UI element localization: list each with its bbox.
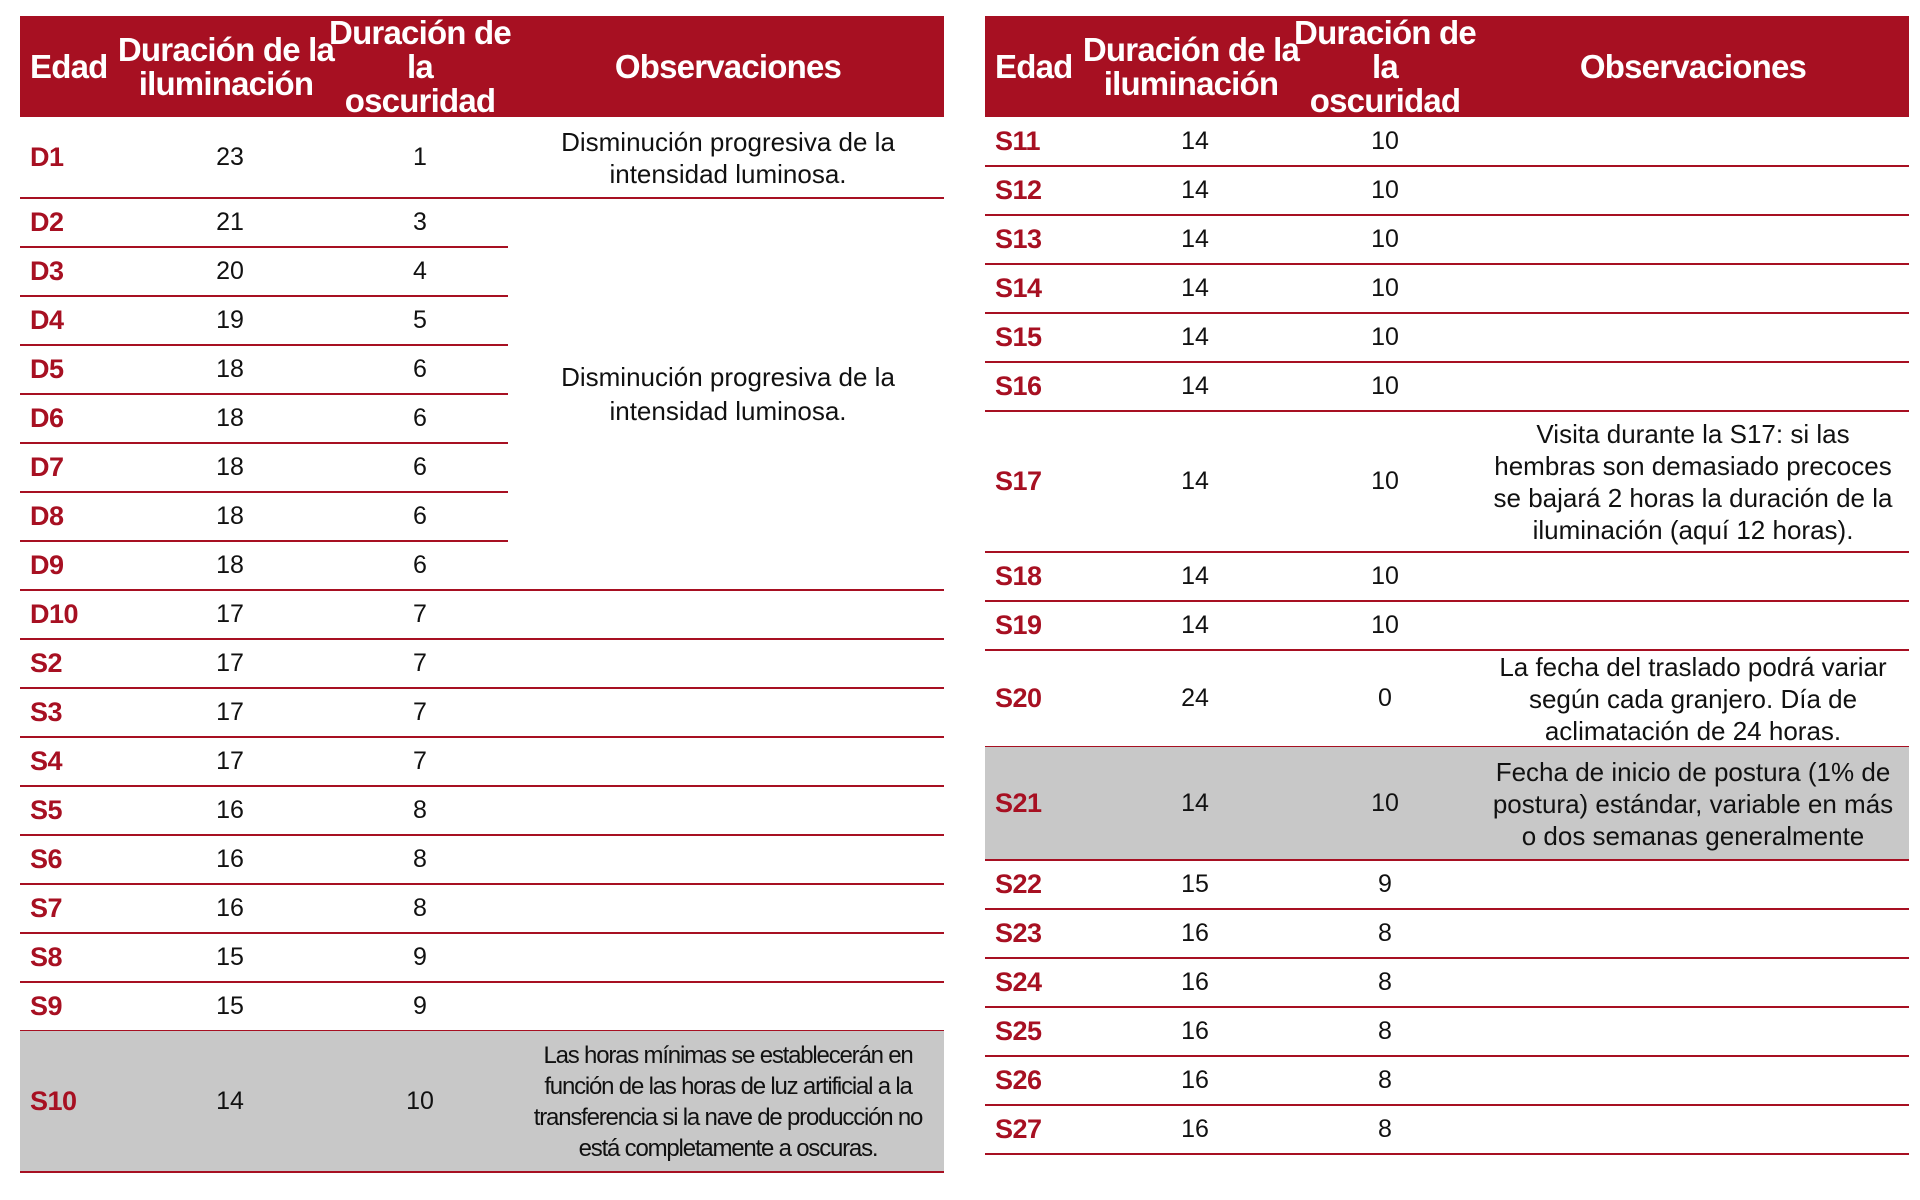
header-age: Edad <box>995 47 1073 85</box>
table-row <box>985 411 1909 552</box>
table-row <box>985 362 1909 411</box>
light-duration: 15 <box>216 943 244 971</box>
age-label: S22 <box>995 869 1042 899</box>
light-duration: 16 <box>1181 968 1209 996</box>
light-duration: 14 <box>1181 176 1209 204</box>
light-duration: 14 <box>1181 225 1209 253</box>
age-label: S17 <box>995 466 1042 496</box>
age-label: S20 <box>995 683 1042 713</box>
table-row <box>20 688 944 737</box>
light-duration: 18 <box>216 551 244 579</box>
table-row <box>985 166 1909 215</box>
dark-duration: 10 <box>1371 789 1399 817</box>
light-duration: 14 <box>1181 467 1209 495</box>
light-duration: 19 <box>216 306 244 334</box>
dark-duration: 7 <box>413 600 427 628</box>
dark-duration: 8 <box>1378 1017 1392 1045</box>
dark-duration: 6 <box>413 502 427 530</box>
light-duration: 18 <box>216 404 244 432</box>
dark-duration: 7 <box>413 747 427 775</box>
age-label: S18 <box>995 561 1042 591</box>
light-duration: 16 <box>1181 1017 1209 1045</box>
age-label: S14 <box>995 273 1042 303</box>
light-duration: 14 <box>1181 611 1209 639</box>
table-row <box>985 601 1909 650</box>
light-duration: 16 <box>1181 919 1209 947</box>
age-label: D8 <box>30 501 64 531</box>
age-label: D9 <box>30 550 64 580</box>
light-duration: 16 <box>1181 1066 1209 1094</box>
dark-duration: 6 <box>413 404 427 432</box>
dark-duration: 9 <box>413 992 427 1020</box>
light-duration: 23 <box>216 143 244 171</box>
light-duration: 18 <box>216 502 244 530</box>
age-label: S8 <box>30 942 63 972</box>
table-row <box>985 958 1909 1007</box>
header-light-duration: Duración de la iluminación <box>117 30 335 102</box>
age-label: S25 <box>995 1016 1042 1046</box>
observation: Disminución progresiva de la intensidad luminosa. <box>561 126 895 189</box>
header-dark-duration: Duración de la oscuridad <box>329 13 511 119</box>
light-duration: 20 <box>216 257 244 285</box>
light-duration: 16 <box>216 796 244 824</box>
light-duration: 17 <box>216 698 244 726</box>
light-duration: 18 <box>216 355 244 383</box>
observation: Visita durante la S17: si las hembras son demasiado precoces se bajará 2 horas la duración de la iluminación (aquí 12 horas). <box>1493 418 1893 545</box>
dark-duration: 7 <box>413 649 427 677</box>
dark-duration: 6 <box>413 551 427 579</box>
table-row <box>985 909 1909 958</box>
age-label: S9 <box>30 991 63 1021</box>
light-duration: 24 <box>1181 684 1209 712</box>
age-label: D5 <box>30 354 64 384</box>
dark-duration: 10 <box>406 1087 434 1115</box>
age-label: S10 <box>30 1086 77 1116</box>
age-label: S15 <box>995 322 1042 352</box>
light-duration: 14 <box>1181 323 1209 351</box>
table-row <box>985 860 1909 909</box>
light-duration: 14 <box>1181 372 1209 400</box>
table-row <box>20 933 944 982</box>
dark-duration: 10 <box>1371 562 1399 590</box>
light-duration: 17 <box>216 600 244 628</box>
dark-duration: 7 <box>413 698 427 726</box>
light-duration: 17 <box>216 649 244 677</box>
table-row <box>985 1007 1909 1056</box>
light-duration: 16 <box>216 894 244 922</box>
age-label: S21 <box>995 788 1042 818</box>
dark-duration: 8 <box>1378 968 1392 996</box>
table-row <box>20 1031 944 1172</box>
observation: Fecha de inicio de postura (1% de postura) estándar, variable en más o dos semanas generalmente <box>1492 756 1894 851</box>
dark-duration: 10 <box>1371 372 1399 400</box>
dark-duration: 8 <box>1378 1066 1392 1094</box>
row-separator <box>20 1171 944 1173</box>
dark-duration: 8 <box>1378 919 1392 947</box>
light-duration: 16 <box>216 845 244 873</box>
observation: Las horas mínimas se establecerán en función de las horas de luz artificial a la transferencia si la nave de producción no está completamente a oscuras. <box>533 1041 923 1162</box>
table-row <box>985 650 1909 747</box>
light-duration: 18 <box>216 453 244 481</box>
age-label: S2 <box>30 648 63 678</box>
table-row <box>20 737 944 786</box>
age-label: S23 <box>995 918 1042 948</box>
dark-duration: 8 <box>413 894 427 922</box>
dark-duration: 6 <box>413 355 427 383</box>
dark-duration: 1 <box>413 143 427 171</box>
dark-duration: 5 <box>413 306 427 334</box>
dark-duration: 8 <box>413 796 427 824</box>
table-row <box>20 835 944 884</box>
table-row <box>20 590 944 639</box>
dark-duration: 3 <box>413 208 427 236</box>
table-row <box>985 215 1909 264</box>
age-label: D3 <box>30 256 64 286</box>
table-row <box>985 313 1909 362</box>
age-label: S5 <box>30 795 63 825</box>
dark-duration: 10 <box>1371 225 1399 253</box>
light-duration: 15 <box>216 992 244 1020</box>
age-label: S3 <box>30 697 63 727</box>
table-row <box>985 117 1909 166</box>
dark-duration: 10 <box>1371 176 1399 204</box>
dark-duration: 4 <box>413 257 427 285</box>
right-lighting-table <box>985 13 1909 1144</box>
age-label: S7 <box>30 893 63 923</box>
row-separator <box>985 1153 1909 1155</box>
table-row <box>985 552 1909 601</box>
header-age: Edad <box>30 47 108 85</box>
table-row <box>20 982 944 1031</box>
table-header <box>20 13 944 119</box>
light-duration: 21 <box>216 208 244 236</box>
table-row <box>20 884 944 933</box>
left-lighting-table <box>20 13 944 1162</box>
dark-duration: 9 <box>413 943 427 971</box>
age-label: D2 <box>30 207 64 237</box>
dark-duration: 10 <box>1371 611 1399 639</box>
table-row <box>20 117 944 198</box>
dark-duration: 10 <box>1371 323 1399 351</box>
age-label: D7 <box>30 452 64 482</box>
header-observations: Observaciones <box>614 47 842 85</box>
dark-duration: 0 <box>1378 684 1392 712</box>
age-label: S4 <box>30 746 63 776</box>
light-duration: 15 <box>1181 870 1209 898</box>
light-duration: 14 <box>1181 789 1209 817</box>
age-label: D6 <box>30 403 64 433</box>
light-duration: 14 <box>1181 274 1209 302</box>
table-row <box>985 1105 1909 1154</box>
table-row <box>985 1056 1909 1105</box>
age-label: D1 <box>30 142 64 172</box>
age-label: S13 <box>995 224 1042 254</box>
age-label: S6 <box>30 844 63 874</box>
dark-duration: 10 <box>1371 274 1399 302</box>
header-dark-duration: Duración de la oscuridad <box>1294 13 1476 119</box>
age-label: S12 <box>995 175 1042 205</box>
header-observations: Observaciones <box>1579 47 1807 85</box>
light-duration: 14 <box>1181 562 1209 590</box>
age-label: D4 <box>30 305 64 335</box>
age-label: S16 <box>995 371 1042 401</box>
dark-duration: 10 <box>1371 467 1399 495</box>
observation: La fecha del traslado podrá variar según cada granjero. Día de aclimatación de 24 horas. <box>1499 651 1887 746</box>
age-label: S19 <box>995 610 1042 640</box>
dark-duration: 6 <box>413 453 427 481</box>
table-header <box>985 13 1909 119</box>
age-label: D10 <box>30 599 79 629</box>
table-row <box>20 786 944 835</box>
age-label: S24 <box>995 967 1042 997</box>
table-row <box>985 264 1909 313</box>
light-duration: 14 <box>1181 127 1209 155</box>
table-row <box>20 639 944 688</box>
dark-duration: 8 <box>413 845 427 873</box>
light-duration: 16 <box>1181 1115 1209 1143</box>
table-row <box>985 747 1909 860</box>
dark-duration: 9 <box>1378 870 1392 898</box>
age-label: S11 <box>995 126 1041 156</box>
age-label: S26 <box>995 1065 1042 1095</box>
header-light-duration: Duración de la iluminación <box>1082 30 1300 102</box>
light-duration: 17 <box>216 747 244 775</box>
dark-duration: 8 <box>1378 1115 1392 1143</box>
light-duration: 14 <box>216 1087 244 1115</box>
merged-observation: Disminución progresiva de la intensidad luminosa. <box>561 362 895 426</box>
dark-duration: 10 <box>1371 127 1399 155</box>
age-label: S27 <box>995 1114 1042 1144</box>
